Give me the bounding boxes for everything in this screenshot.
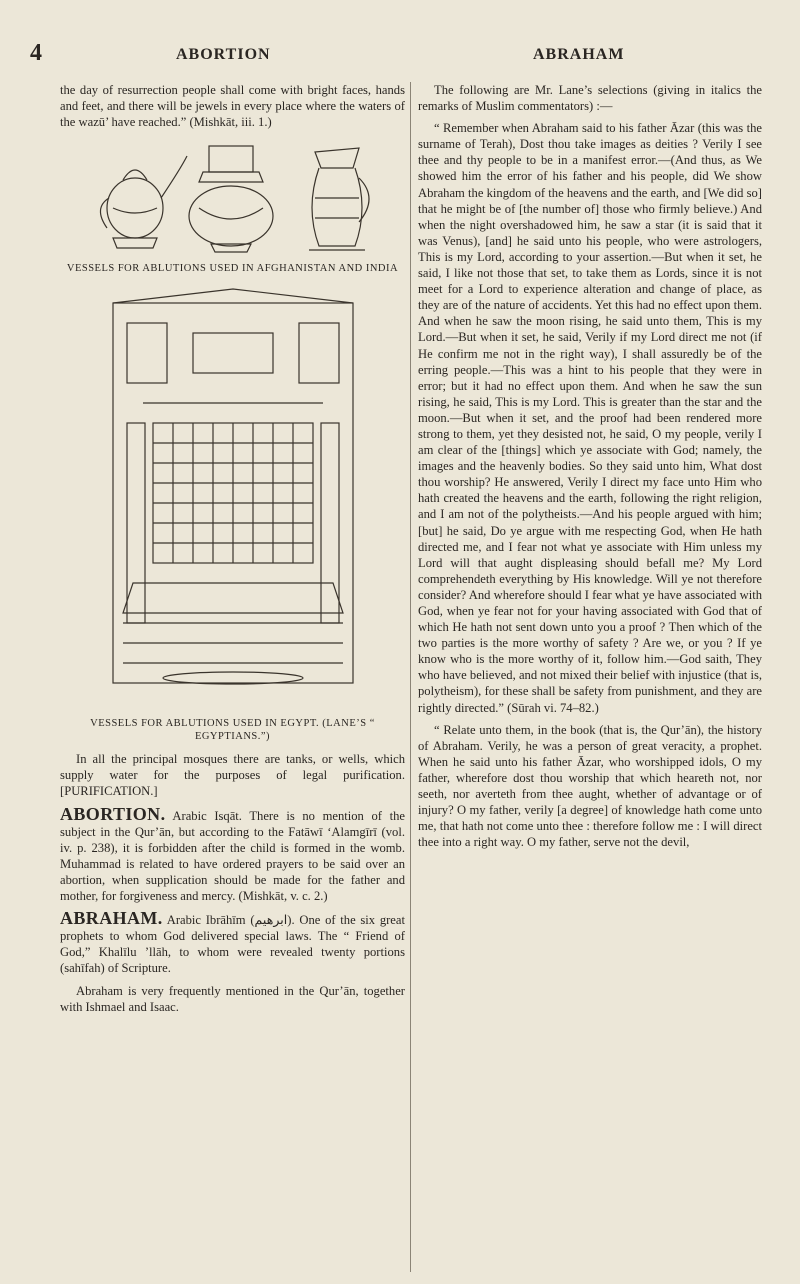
figure-afghan-vessels <box>60 138 405 275</box>
running-head-right: ABRAHAM <box>533 46 625 63</box>
left-paragraph-3: Abraham is very frequently mentioned in the Qur’ān, together with Ishmael and Isaac. <box>60 983 405 1014</box>
entry-abraham <box>60 910 405 976</box>
entry-text-abortion: Arabic Isqāt. There is no mention of the subject in the Qur’ān, but according to the Fatāwī ‘Alamgīrī (vol. iv. p. 238), it is forbidden after the child is formed in the womb. Muhammad is related to have ordered prayers to be said over an abortion, when supplication should be made for the father and mother, for forgiveness and mercy. (Mishkāt, v. c. 2.) <box>60 808 405 904</box>
right-column <box>418 82 762 856</box>
entry-heading-abortion: ABORTION. <box>60 803 166 824</box>
ablution-vessels-egypt-illustration <box>93 283 373 713</box>
left-paragraph-1: the day of resurrection people shall come with bright faces, hands and feet, and there will be jewels in every place where the waters of the wazū’ have reached.” (Mishkāt, iii. 1.) <box>60 83 405 130</box>
figure-egypt-vessels <box>60 283 405 743</box>
left-paragraph-2: In all the principal mosques there are tanks, or wells, which supply water for the purposes of legal purification. [PURIFICATION.] <box>60 752 405 799</box>
page-number: 4 <box>30 40 42 66</box>
ablution-vessels-afghan-illustration <box>83 138 383 258</box>
right-paragraph-2: “ Remember when Abraham said to his father Āzar (this was the surname of Terah), Dost thou take images as deities ? Verily I see thee and thy people to be in a manifest error.—(And thus, as We showed him the error of his father and his people, did We show Abraham the kingdom of the heavens and the earth, and [We did so] that he might be of [the number of] those who firmly believe.) And when the night overshadowed him, he saw a star (it is said that it was Venus), [and] he said unto his people, who were astrologers, This is my Lord, according to your assertion.—But when it set, he said, I like not those that set, to take them as Lords, since it is not meet for a Lord to experience alteration and change of place, as they are of the nature of accidents. Yet this had no effect upon them. And when he saw the moon rising, he said unto them, This is my Lord.—But when it set, he said, Verily if my Lord direct me not (if He confirm me not in the right way), I shall assuredly be of the erring people.—This was a hint to his people that they were in error; but it had no effect upon them. And when he saw the sun rising, he said, This is my Lord. This is greater than the star and the moon.—But when it set, and the proof had been rendered more strong to them, yet they desisted not, he said, O my people, verily I am clear of the [things] which ye associate with God; namely, the images and the heavenly bodies. So they said unto him, What dost thou worship? He answered, Verily I direct my face unto Him who hath created the heavens and the earth, following the right religion, and I am not of the polytheists.—And his people argued with him; [but] he said, Do ye argue with me respecting God, when He hath directed me, and I fear not what ye associate with Him unless my Lord will that aught displeasing should befall me? My Lord comprehendeth everything by His knowledge. Will ye not therefore consider? And wherefore should I fear what ye have associated with God, when ye fear not for your having associated with God that of which He hath not sent down unto you a proof ? Then which of the two parties is the more worthy of safety ? Are we, or you ? If ye know who is the more worthy of it, follow him.—God saith, They who have believed, and not mixed their belief with injustice (that is, polytheism), for these shall be safety from punishment, and they are rightly directed.” (Sūrah vi. 74–82.) <box>418 121 762 715</box>
entry-text-abraham: Arabic Ibrāhīm (ابرهيم). One of the six great prophets to whom God delivered special laws. The “ Friend of God,” Khalīlu ’llāh, to whom were revealed twenty portions (sahīfah) of Scripture. <box>60 913 405 976</box>
figure-1-caption: VESSELS FOR ABLUTIONS USED IN AFGHANISTAN AND INDIA <box>66 263 399 275</box>
figure-2-caption: VESSELS FOR ABLUTIONS USED IN EGYPT. (LANE’S “ EGYPTIANS.”) <box>90 718 375 743</box>
entry-abortion <box>60 803 405 905</box>
column-divider <box>410 82 411 1272</box>
right-paragraph-1: The following are Mr. Lane’s selections (giving in italics the remarks of Muslim commentators) :— <box>418 83 762 114</box>
running-head-left: ABORTION <box>176 46 271 63</box>
right-paragraph-3: “ Relate unto them, in the book (that is, the Qur’ān), the history of Abraham. Verily, he was a person of great veracity, a prophet. When he said unto his father Āzar, who worshipped idols, O my father, wherefore dost thou worship that which heareth not, nor seeth, nor averteth from thee aught, whether of advantage or of injury? O my father, verily [a degree] of knowledge hath come unto me, that hath not come unto thee : therefore follow me : I will direct thee into a right way. O my father, serve not the devil, <box>418 722 762 850</box>
entry-heading-abraham: ABRAHAM. <box>60 908 163 929</box>
left-column <box>60 82 405 1021</box>
